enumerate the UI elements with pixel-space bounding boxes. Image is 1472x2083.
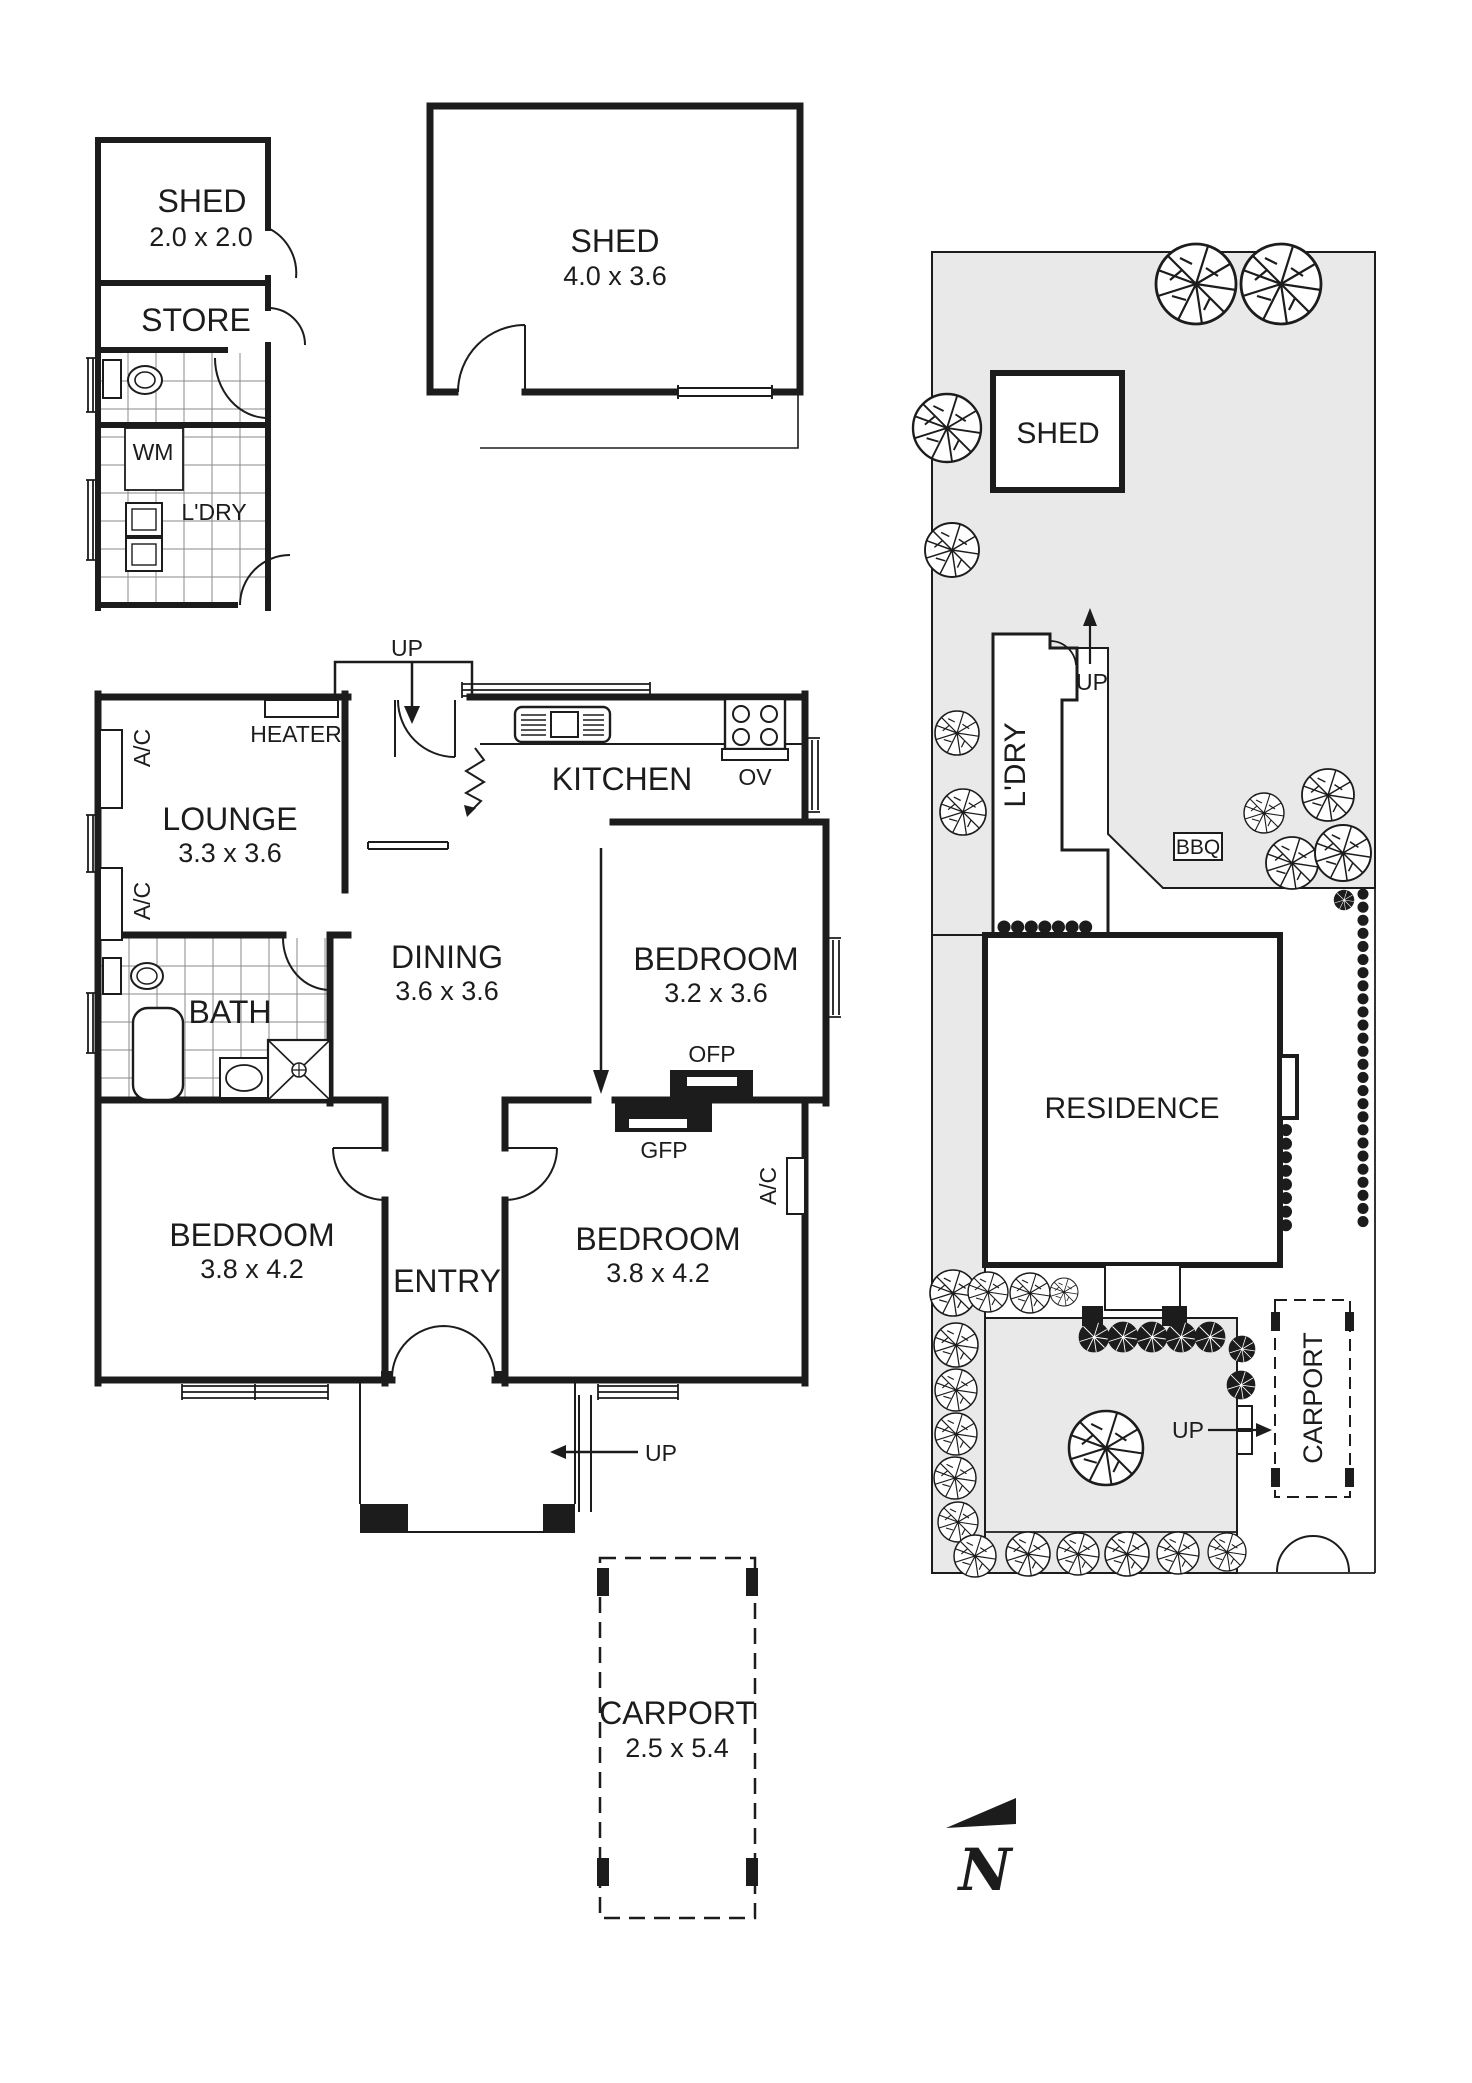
up-front-arrowhead	[550, 1445, 566, 1459]
tree-icon	[1006, 1532, 1050, 1576]
residence-bay	[1280, 1056, 1297, 1118]
bedroom1-dims: 3.2 x 3.6	[664, 978, 768, 1008]
carport-detail	[597, 1558, 758, 1918]
wm-label: WM	[132, 439, 174, 465]
garden-shed-apron	[480, 394, 798, 448]
front-porch	[360, 1383, 591, 1532]
tree-icon	[1010, 1273, 1050, 1313]
bath-toilet	[103, 958, 163, 994]
tree-icon	[934, 1457, 976, 1499]
site-up-side-label: UP	[1172, 1417, 1204, 1443]
tree-icon	[1266, 837, 1318, 889]
north-label: N	[958, 1836, 1012, 1904]
entry-label: ENTRY	[393, 1263, 501, 1299]
carport-post	[597, 1858, 609, 1886]
gfp-label: GFP	[640, 1137, 688, 1163]
site-carport-post	[1345, 1312, 1354, 1331]
tree-icon	[1105, 1532, 1149, 1576]
outbuilding-shed-dims: 2.0 x 2.0	[149, 222, 253, 252]
site-carport-label: CARPORT	[1298, 1332, 1328, 1464]
half-wall	[368, 842, 448, 849]
site-plan	[913, 244, 1375, 1577]
main-house	[86, 635, 841, 1532]
tree-icon	[935, 1413, 977, 1455]
dark-tree-icon	[1227, 1371, 1255, 1399]
bathtub	[133, 1008, 183, 1100]
outbuilding-left	[86, 140, 305, 608]
tree-icon	[1057, 1533, 1099, 1575]
bedroom1-label: BEDROOM	[633, 941, 799, 977]
tree-icon	[1157, 1532, 1199, 1574]
carport-post	[746, 1858, 758, 1886]
wc-toilet	[103, 360, 162, 398]
rear-door	[395, 700, 455, 757]
bedroom2-dims: 3.8 x 4.2	[200, 1254, 304, 1284]
site-carport-post	[1271, 1312, 1280, 1331]
bedroom3-door	[505, 1148, 557, 1200]
ac-unit-2	[100, 868, 122, 940]
tree-icon	[1069, 1411, 1143, 1485]
dark-tree-icon	[1108, 1322, 1138, 1352]
dark-tree-icon	[1137, 1322, 1167, 1352]
ac-label-1: A/C	[129, 728, 155, 768]
residence-porch	[1105, 1265, 1180, 1310]
dark-tree-icon	[1229, 1336, 1255, 1362]
heater-unit	[265, 700, 338, 717]
kitchen-label: KITCHEN	[551, 761, 693, 797]
up-rear-label: UP	[391, 635, 423, 661]
garden-shed-door	[458, 325, 525, 392]
bedroom3-label: BEDROOM	[575, 1221, 741, 1257]
front-windows	[182, 1384, 678, 1400]
ac-unit-1	[100, 730, 122, 808]
stove	[722, 699, 788, 760]
ac-label-2: A/C	[129, 881, 155, 921]
zigzag-opening	[466, 748, 484, 811]
tree-icon	[913, 394, 981, 462]
heater-label: HEATER	[250, 721, 342, 747]
lounge-dims: 3.3 x 3.6	[178, 838, 282, 868]
driveway-gate	[1277, 1536, 1349, 1572]
site-up-side-arrowhead	[1256, 1423, 1272, 1437]
site-laundry-label: L'DRY	[999, 722, 1032, 808]
tree-icon	[934, 1323, 978, 1367]
carport-post	[746, 1568, 758, 1596]
bedroom3-dims: 3.8 x 4.2	[606, 1258, 710, 1288]
carport-dims: 2.5 x 5.4	[625, 1733, 729, 1763]
door-jamb-left	[381, 1371, 392, 1383]
tree-icon	[954, 1535, 996, 1577]
kitchen-window	[462, 682, 650, 698]
gfp-slot	[629, 1119, 687, 1128]
tree-icon	[1241, 244, 1321, 324]
ofp-label: OFP	[688, 1041, 736, 1067]
tree-icon	[968, 1272, 1008, 1312]
tree-icon	[1302, 769, 1354, 821]
up-front-label: UP	[645, 1440, 677, 1466]
laundry-trough	[126, 503, 162, 571]
kitchen-sink	[515, 707, 610, 742]
tree-icon	[1315, 825, 1371, 881]
rear-landing	[335, 662, 472, 697]
site-shed-label: SHED	[1016, 417, 1100, 450]
garden-shed-label: SHED	[570, 223, 660, 259]
north-arrow	[946, 1798, 1016, 1904]
tree-icon	[935, 1369, 977, 1411]
carport-label: CARPORT	[599, 1695, 755, 1731]
garden-shed	[430, 106, 800, 448]
dark-tree-icon	[1079, 1322, 1109, 1352]
carport-post	[597, 1568, 609, 1596]
dining-dims: 3.6 x 3.6	[395, 976, 499, 1006]
ac-label-3: A/C	[755, 1166, 781, 1206]
oven-label: OV	[738, 764, 772, 790]
passage-arrowhead	[593, 1070, 609, 1094]
residence-label: RESIDENCE	[1044, 1092, 1220, 1125]
up-rear-arrowhead	[404, 706, 420, 724]
bedroom2-door	[333, 1148, 385, 1200]
store-label: STORE	[141, 302, 251, 338]
basin	[220, 1058, 268, 1098]
outbuilding-shed-label: SHED	[157, 183, 247, 219]
laundry-label: L'DRY	[181, 499, 247, 525]
ac-unit-3	[787, 1158, 805, 1214]
site-carport-post	[1271, 1468, 1280, 1487]
bbq-label: BBQ	[1175, 836, 1221, 859]
door-jamb-right	[495, 1371, 506, 1383]
carport-step	[1237, 1431, 1252, 1454]
dark-tree-icon	[1195, 1322, 1225, 1352]
dining-label: DINING	[391, 939, 503, 975]
tree-icon	[1208, 1533, 1246, 1571]
tree-icon	[1050, 1278, 1078, 1306]
north-arrow-icon	[946, 1798, 1016, 1828]
dark-tree-icon	[1334, 890, 1354, 910]
tree-icon	[935, 711, 979, 755]
tree-icon	[1244, 793, 1284, 833]
site-carport-post	[1345, 1468, 1354, 1487]
carport-step	[1237, 1406, 1252, 1429]
bath-label: BATH	[188, 994, 272, 1030]
tree-icon	[940, 789, 986, 835]
site-up-rear-label: UP	[1076, 669, 1108, 695]
ofp-slot	[687, 1077, 737, 1086]
bedroom2-label: BEDROOM	[169, 1217, 335, 1253]
garden-shed-dims: 4.0 x 3.6	[563, 261, 667, 291]
dark-tree-icon	[1166, 1322, 1196, 1352]
lounge-label: LOUNGE	[162, 801, 298, 837]
bath-door	[283, 938, 330, 990]
tree-icon	[1156, 244, 1236, 324]
front-double-door	[392, 1326, 495, 1378]
shower	[268, 1040, 330, 1100]
tree-icon	[925, 523, 979, 577]
